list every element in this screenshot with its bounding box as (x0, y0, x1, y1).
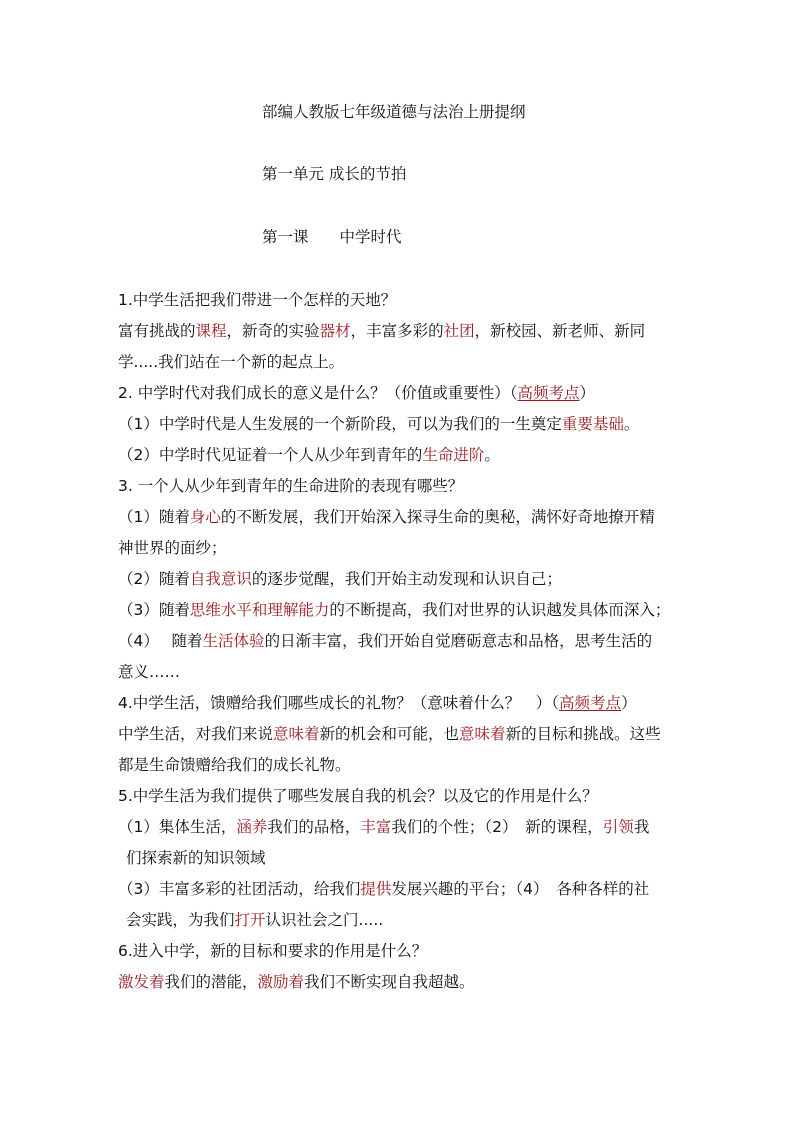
answer-3-point-4-cont: 意义…… (118, 663, 181, 681)
text-run: （1）中学时代是人生发展的一个新阶段，可以为我们的一生奠定 (118, 415, 562, 433)
keyword: 课程 (195, 322, 227, 340)
keyword: 引领 (602, 818, 634, 836)
text-run: （1）随着 (118, 508, 190, 526)
keyword: 社团 (443, 322, 475, 340)
lesson-heading: 第一课 中学时代 (262, 228, 402, 246)
text-run: ） (579, 384, 595, 402)
text-run: 我们不断实现自我超越。 (304, 973, 475, 991)
answer-1-line-2: 学.....我们站在一个新的起点上。 (118, 353, 345, 371)
text-run: 的日渐丰富，我们开始自觉磨砺意志和品格，思考生活的 (264, 632, 653, 650)
answer-2-point-1 (118, 413, 639, 435)
answer-3-point-1 (118, 506, 655, 528)
unit-heading: 第一单元 成长的节拍 (262, 165, 407, 183)
question-1: 1.中学生活把我们带进一个怎样的天地？ (118, 291, 397, 309)
text-run: 富有挑战的 (118, 322, 196, 340)
text-run: 的不断发展，我们开始深入探寻生命的奥秘，满怀好奇地撩开精 (220, 508, 655, 526)
answer-6 (118, 971, 475, 993)
text-run: 的逐步觉醒，我们开始主动发现和认识自己； (251, 570, 562, 588)
keyword: 丰富 (360, 818, 392, 836)
text-run: 我们的潜能， (164, 973, 258, 991)
keyword: 意味着 (273, 725, 320, 743)
keyword: 生命进阶 (422, 446, 485, 464)
text-run: （3）丰富多彩的社团活动，给我们 (118, 880, 361, 898)
answer-5-line-4 (126, 909, 383, 931)
text-run: 发展兴趣的平台；（4） 各种各样的社 (391, 880, 650, 898)
text-run: （2）随着 (118, 570, 190, 588)
answer-5-line-1 (118, 816, 649, 838)
text-run: （1）集体生活， (118, 818, 237, 836)
answer-4-line-2: 都是生命馈赠给我们的成长礼物。 (118, 756, 351, 774)
keyword: 生活体验 (202, 632, 265, 650)
text-run: 我们的个性；（2） 新的课程， (391, 818, 603, 836)
text-run: 我 (633, 818, 650, 836)
keyword: 意味着 (459, 725, 506, 743)
text-run: 2. 中学时代对我们成长的意义是什么？（价值或重要性）（ (118, 384, 518, 402)
text-run: ，新奇的实验 (226, 322, 320, 340)
high-frequency-tag: 高频考点 (559, 694, 622, 712)
text-run: 会实践，为我们 (126, 911, 235, 929)
keyword: 器材 (319, 322, 351, 340)
answer-3-point-1-cont: 神世界的面纱； (118, 539, 227, 557)
text-run: 我们的品格， (267, 818, 361, 836)
keyword: 激励着 (257, 973, 305, 991)
text-run: 。 (623, 415, 640, 433)
question-5: 5.中学生活为我们提供了哪些发展自我的机会？以及它的作用是什么？ (118, 787, 598, 805)
text-run: 。 (484, 446, 500, 464)
document-title: 部编人教版七年级道德与法治上册提纲 (262, 103, 526, 121)
keyword: 提供 (360, 880, 392, 898)
answer-3-point-3 (118, 599, 670, 621)
answer-5-line-2: 们探索新的知识领域 (126, 849, 266, 867)
keyword: 重要基础 (561, 415, 624, 433)
text-run: ） (621, 694, 637, 712)
text-run: 新的目标和挑战。这些 (505, 725, 661, 743)
answer-4-line-1 (118, 723, 661, 745)
question-6: 6.进入中学，新的目标和要求的作用是什么？ (118, 942, 428, 960)
keyword: 打开 (234, 911, 266, 929)
text-run: 认识社会之门..... (265, 911, 384, 929)
keyword: 身心 (189, 508, 221, 526)
text-run: （4） 随着 (118, 632, 203, 650)
text-run: 中学生活，对我们来说 (118, 725, 274, 743)
keyword: 自我意识 (189, 570, 252, 588)
text-run: 4.中学生活，馈赠给我们哪些成长的礼物？（意味着什么？ ）（ (118, 694, 560, 712)
keyword: 思维水平和理解能力 (189, 601, 330, 619)
text-run: （2）中学时代见证着一个人从少年到青年的 (118, 446, 423, 464)
keyword: 激发着 (118, 973, 165, 991)
high-frequency-tag: 高频考点 (517, 384, 580, 402)
answer-3-point-2 (118, 568, 562, 590)
text-run: 新的机会和可能，也 (319, 725, 460, 743)
question-4 (118, 692, 637, 714)
text-run: ，丰富多彩的 (350, 322, 444, 340)
answer-1-line-1 (118, 320, 645, 342)
answer-5-line-3 (118, 878, 649, 900)
answer-2-point-2 (118, 444, 500, 466)
answer-3-point-4 (118, 630, 652, 652)
text-run: ，新校园、新老师、新同 (474, 322, 646, 340)
question-3: 3. 一个人从少年到青年的生命进阶的表现有哪些？ (118, 477, 464, 495)
text-run: （3）随着 (118, 601, 190, 619)
keyword: 涵养 (236, 818, 268, 836)
text-run: 的不断提高，我们对世界的认识越发具体而深入； (329, 601, 671, 619)
question-2 (118, 382, 595, 404)
